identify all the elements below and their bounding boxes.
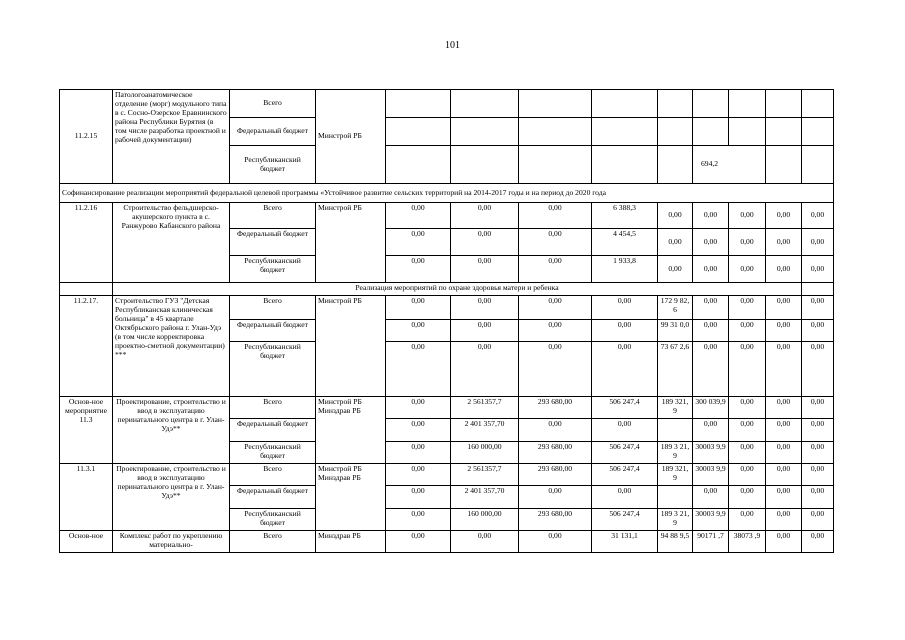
cell-value: 0,00	[802, 203, 834, 229]
cell-value: 0,00	[386, 256, 451, 283]
cell-value: 0,00	[766, 203, 802, 229]
cell-value: 172 9 82,6	[658, 296, 693, 320]
cell-value	[658, 419, 693, 442]
cell-value: 0,00	[386, 486, 451, 509]
cell-value: 0,00	[519, 486, 592, 509]
row-code: Основ-ное мероприятие 11.3	[60, 397, 113, 464]
cell-value: 0,00	[729, 464, 766, 486]
cell-value: 0,00	[658, 203, 693, 229]
cell-value: 0,00	[658, 229, 693, 256]
cell-value: 0,00	[693, 256, 729, 283]
source-federal: Федеральный бюджет	[230, 320, 316, 342]
row-executor: Минстрой РБ	[316, 90, 386, 184]
cell-value: 0,00	[802, 442, 834, 464]
cell-value: 0,00	[519, 203, 592, 229]
cell-value: 0,00	[766, 342, 802, 397]
cell-value: 0,00	[386, 531, 451, 553]
cell-value: 0,00	[451, 531, 519, 553]
row-executor: Минздрав РБ	[316, 531, 386, 553]
cell-value: 0,00	[766, 464, 802, 486]
row-executor: Минстрой РБ	[316, 203, 386, 283]
cell-value: 0,00	[386, 419, 451, 442]
cell-value: 73 67 2,6	[658, 342, 693, 397]
table-row	[60, 184, 834, 203]
cell-value: 0,00	[451, 320, 519, 342]
row-name: Строительство ГУЗ "Детская Республиканская клиническая больница" в 45 квартале Октябрьского района г. Улан-Удэ (в том числе корректировка проектно-сметной документации) ***	[113, 296, 230, 397]
cell-value: 0,00	[729, 486, 766, 509]
cell-value: 0,00	[802, 229, 834, 256]
row-code: 11.2.17.	[60, 296, 113, 397]
source-republic: Республиканский бюджет	[230, 342, 316, 397]
cell-value: 0,00	[766, 486, 802, 509]
cell-value: 0,00	[658, 256, 693, 283]
cell-value: 0,00	[519, 256, 592, 283]
row-code: 11.2.16	[60, 203, 113, 283]
cell-value: 0,00	[519, 229, 592, 256]
cell-value: 0,00	[802, 531, 834, 553]
cell-value: 0,00	[766, 442, 802, 464]
cell-value: 0,00	[592, 419, 658, 442]
cell-value: 506 247,4	[592, 509, 658, 531]
cell-value: 0,00	[766, 256, 802, 283]
cell-value: 0,00	[693, 342, 729, 397]
cell-value: 0,00	[766, 531, 802, 553]
source-total: Всего	[230, 464, 316, 486]
cell-value: 30003 9,9	[693, 442, 729, 464]
cell-value: 0,00	[592, 486, 658, 509]
row-name: Проектирование, строительство и ввод в эксплуатацию перинатального центра в г. Улан-Удэ**	[113, 464, 230, 531]
cell-value: 0,00	[519, 419, 592, 442]
row-executor: Минстрой РБ Минздрав РБ	[316, 397, 386, 464]
cell-value: 0,00	[693, 296, 729, 320]
table-row	[60, 203, 834, 229]
budget-table	[59, 89, 834, 553]
cell-value: 0,00	[519, 320, 592, 342]
table-row	[60, 531, 834, 553]
cell-value: 506 247,4	[592, 442, 658, 464]
row-code: 11.2.15	[60, 90, 113, 184]
cell-value: 0,00	[766, 229, 802, 256]
cell-value: 0,00	[729, 256, 766, 283]
source-republic: Республиканский бюджет	[230, 442, 316, 464]
cell-value: 0,00	[729, 229, 766, 256]
cell-value: 2 401 357,70	[451, 419, 519, 442]
cell-value: 293 680,00	[519, 509, 592, 531]
cell-value: 0,00	[451, 256, 519, 283]
cell-value: 189 3 21,9	[658, 509, 693, 531]
source-republic: Республиканский бюджет	[230, 146, 316, 184]
cell-value: 160 000,00	[451, 509, 519, 531]
cell-value: 0,00	[729, 509, 766, 531]
cell-value: 0,00	[802, 486, 834, 509]
cell-value: 0,00	[693, 320, 729, 342]
cell-value: 694,2	[693, 146, 766, 184]
source-total: Всего	[230, 531, 316, 553]
cell-value	[658, 486, 693, 509]
cell-value: 0,00	[802, 397, 834, 419]
cell-value: 1 933,8	[592, 256, 658, 283]
source-federal: Федеральный бюджет	[230, 118, 316, 146]
cell-value: 0,00	[386, 509, 451, 531]
cell-value: 0,00	[693, 419, 729, 442]
cell-value: 293 680,00	[519, 442, 592, 464]
cell-value: 0,00	[802, 342, 834, 397]
cell-value: 0,00	[729, 442, 766, 464]
cell-value: 0,00	[729, 419, 766, 442]
cell-value: 0,00	[386, 397, 451, 419]
row-name: Патологоанатомическое отделение (морг) модульного типа в с. Сосно-Озерское Еравнинского района Республики Бурятия (в том числе разработка проектной и рабочей документации)	[113, 90, 230, 184]
cell-value: 0,00	[693, 203, 729, 229]
cell-value: 189 321,9	[658, 464, 693, 486]
cell-value: 506 247,4	[592, 464, 658, 486]
source-total: Всего	[230, 90, 316, 118]
cell-value: 0,00	[766, 397, 802, 419]
cell-value: 0,00	[802, 419, 834, 442]
cell-value: 0,00	[519, 296, 592, 320]
cell-value: 2 561357,7	[451, 464, 519, 486]
cell-value: 0,00	[802, 464, 834, 486]
row-name: Строительство фельдшерско-акушерского пункта в с. Ранжурово Кабанского района	[113, 203, 230, 283]
cell-value: 0,00	[766, 509, 802, 531]
cell-value: 0,00	[729, 203, 766, 229]
cell-value: 293 680,00	[519, 397, 592, 419]
cell-value: 38073 ,9	[729, 531, 766, 553]
cell-value: 300 039,9	[693, 397, 729, 419]
cell-value: 4 454,5	[592, 229, 658, 256]
cell-value: 0,00	[451, 203, 519, 229]
cell-value: 30003 9,9	[693, 464, 729, 486]
source-republic: Республиканский бюджет	[230, 509, 316, 531]
cell-value: 0,00	[802, 320, 834, 342]
cell-value: 2 561357,7	[451, 397, 519, 419]
cell-value: 0,00	[386, 464, 451, 486]
section-heading: Реализация мероприятий по охране здоровья матери и ребенка	[113, 283, 802, 296]
cell-value: 0,00	[592, 342, 658, 397]
cell-value: 0,00	[766, 320, 802, 342]
cell-value: 31 131,1	[592, 531, 658, 553]
cell-value: 0,00	[766, 419, 802, 442]
page-number: 101	[445, 40, 460, 51]
cell-value: 0,00	[386, 203, 451, 229]
cell-value: 30003 9,9	[693, 509, 729, 531]
cell-value: 0,00	[592, 296, 658, 320]
row-code: 11.3.1	[60, 464, 113, 531]
cell-value: 0,00	[386, 442, 451, 464]
cell-value: 0,00	[802, 256, 834, 283]
row-executor: Минстрой РБ	[316, 296, 386, 397]
source-federal: Федеральный бюджет	[230, 229, 316, 256]
table-row	[60, 397, 834, 419]
cell-value: 0,00	[386, 296, 451, 320]
source-total: Всего	[230, 203, 316, 229]
cell-value: 0,00	[386, 320, 451, 342]
cell-value: 506 247,4	[592, 397, 658, 419]
cell-value: 0,00	[729, 296, 766, 320]
section-heading: Софинансирование реализации мероприятий федеральной целевой программы «Устойчивое развитие сельских территорий на 2014-2017 годы и на период до 2020 года	[60, 184, 834, 203]
cell-value: 189 3 21,9	[658, 442, 693, 464]
cell-value: 0,00	[451, 229, 519, 256]
row-code: Основ-ное	[60, 531, 113, 553]
cell-value: 293 680,00	[519, 464, 592, 486]
cell-value: 0,00	[802, 296, 834, 320]
cell-value: 6 388,3	[592, 203, 658, 229]
cell-value: 0,00	[519, 531, 592, 553]
cell-value: 99 31 0,0	[658, 320, 693, 342]
cell-value: 0,00	[729, 320, 766, 342]
row-executor: Минстрой РБ Минздрав РБ	[316, 464, 386, 531]
cell-value: 2 401 357,70	[451, 486, 519, 509]
cell-value: 0,00	[451, 296, 519, 320]
cell-value: 90171 ,7	[693, 531, 729, 553]
cell-value: 0,00	[386, 229, 451, 256]
cell-value: 0,00	[766, 296, 802, 320]
source-federal: Федеральный бюджет	[230, 419, 316, 442]
cell-value: 0,00	[386, 342, 451, 397]
table-row	[60, 283, 834, 296]
table-row	[60, 90, 834, 118]
source-total: Всего	[230, 397, 316, 419]
cell-value: 0,00	[519, 342, 592, 397]
cell-value: 0,00	[592, 320, 658, 342]
source-federal: Федеральный бюджет	[230, 486, 316, 509]
table-row	[60, 464, 834, 486]
cell-value: 0,00	[802, 509, 834, 531]
cell-value: 0,00	[693, 486, 729, 509]
cell-value: 0,00	[729, 342, 766, 397]
source-republic: Республиканский бюджет	[230, 256, 316, 283]
cell-value: 0,00	[451, 342, 519, 397]
row-name: Проектирование, строительство и ввод в эксплуатацию перинатального центра в г. Улан-Удэ**	[113, 397, 230, 464]
cell-value: 189 321,9	[658, 397, 693, 419]
table-row	[60, 296, 834, 320]
source-total: Всего	[230, 296, 316, 320]
row-name: Комплекс работ по укреплению материально-	[113, 531, 230, 553]
cell-value: 160 000,00	[451, 442, 519, 464]
cell-value: 0,00	[729, 397, 766, 419]
cell-value: 94 88 9,5	[658, 531, 693, 553]
cell-value: 0,00	[693, 229, 729, 256]
